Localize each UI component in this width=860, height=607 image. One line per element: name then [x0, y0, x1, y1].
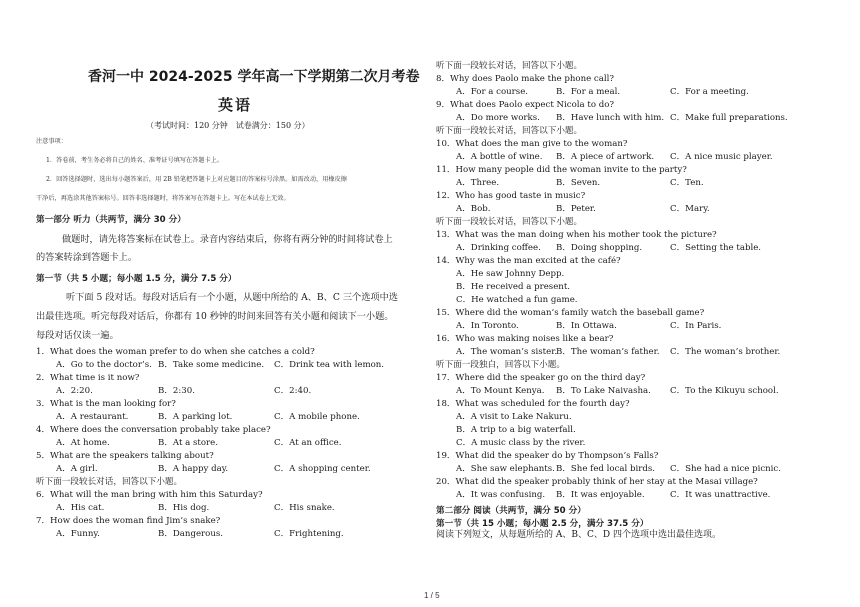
option-b: B．Seven. — [556, 178, 601, 188]
option-a: A．The woman’s sister. — [456, 347, 558, 357]
question-stem: 19．What did the speaker do by Thompson’s Falls? — [436, 451, 659, 461]
question-stem: 2．What time is it now? — [36, 373, 140, 383]
option-b: B．Have lunch with him. — [556, 113, 665, 123]
option-b: B．A trip to a big waterfall. — [456, 425, 576, 435]
part1-intro-1: 做题时，请先将答案标在试卷上。录音内容结束后，你将有两分钟的时间将试卷上 — [62, 234, 393, 245]
option-c: C．His snake. — [274, 503, 335, 513]
section1-heading: 第一节（共 5 小题；每小题 1.5 分，满分 7.5 分） — [36, 274, 237, 284]
option-a: A．Do more works. — [456, 113, 540, 123]
option-b: B．It was enjoyable. — [556, 490, 645, 500]
option-c: C．Frightening. — [274, 529, 344, 539]
option-b: B．For a meal. — [556, 87, 621, 97]
option-a: A．A visit to Lake Nakuru. — [456, 412, 572, 422]
option-a: A．A restaurant. — [56, 412, 129, 422]
option-a: A．Go to the doctor’s. — [56, 360, 152, 370]
option-a: A．Funny. — [56, 529, 100, 539]
option-b: B．Take some medicine. — [158, 360, 265, 370]
option-c: C．She had a nice picnic. — [670, 464, 781, 474]
option-b: B．Dangerous. — [158, 529, 224, 539]
option-c: C．2:40. — [274, 386, 312, 396]
question-stem: 1．What does the woman prefer to do when she catches a cold? — [36, 347, 315, 357]
option-b: B．His dog. — [158, 503, 210, 513]
option-a: A．It was confusing. — [456, 490, 546, 500]
option-b: B．A happy day. — [158, 464, 229, 474]
option-b: B．In Ottawa. — [556, 321, 617, 331]
section1-intro-2: 出最佳选项。听完每段对话后，你都有 10 秒钟的时间来回答有关小题和阅读下一小题。 — [36, 311, 394, 322]
option-c: C．Make full preparations. — [670, 113, 788, 123]
option-c: C．In Paris. — [670, 321, 722, 331]
option-c: C．Setting the table. — [670, 243, 762, 253]
exam-info: （考试时间：120 分钟 试卷满分：150 分） — [146, 121, 310, 130]
question-stem: 5．What are the speakers talking about? — [36, 451, 214, 461]
part2-intro: 阅读下列短文，从每题所给的 A、B、C、D 四个选项中选出最佳选项。 — [436, 530, 721, 540]
option-a: A．A girl. — [56, 464, 98, 474]
question-stem: 11．How many people did the woman invite to the party? — [436, 165, 687, 175]
question-stem: 3．What is the man looking for? — [36, 399, 176, 409]
option-b: B．He received a present. — [456, 282, 571, 292]
option-b: B．Doing shopping. — [556, 243, 643, 253]
option-a: A．Drinking coffee. — [456, 243, 541, 253]
question-stem: 20．What did the speaker probably think of her stay at the Masai village? — [436, 477, 758, 487]
option-b: B．A piece of artwork. — [556, 152, 655, 162]
question-stem: 17．Where did the speaker go on the third day? — [436, 373, 646, 383]
subject-title: 英语 — [218, 96, 253, 114]
question-stem: 13．What was the man doing when his mother took the picture? — [436, 230, 717, 240]
option-a: A．For a course. — [456, 87, 529, 97]
option-c: C．For a meeting. — [670, 87, 749, 97]
option-a: A．He saw Johnny Depp. — [456, 269, 565, 279]
question-stem: 7．How does the woman find Jim’s snake? — [36, 516, 221, 526]
part2-heading: 第二部分 阅读（共两节，满分 50 分） — [436, 506, 586, 516]
option-c: C．The woman’s brother. — [670, 347, 781, 357]
long-dialogue-instruction: 听下面一段较长对话，回答以下小题。 — [36, 477, 183, 487]
option-c: C．He watched a fun game. — [456, 295, 578, 305]
long-dialogue-instruction: 听下面一段较长对话，回答以下小题。 — [436, 126, 583, 136]
long-dialogue-instruction: 听下面一段较长对话，回答以下小题。 — [436, 217, 583, 227]
question-stem: 9．What does Paolo expect Nicola to do? — [436, 100, 615, 110]
question-stem: 16．Who was making noises like a bear? — [436, 334, 614, 344]
option-b: B．The woman’s father. — [556, 347, 660, 357]
exam-title: 香河一中 2024-2025 学年高一下学期第二次月考卷 — [88, 69, 420, 85]
option-c: C．To the Kikuyu school. — [670, 386, 779, 396]
question-stem: 10．What does the man give to the woman? — [436, 139, 628, 149]
part1-heading: 第一部分 听力（共两节，满分 30 分） — [36, 215, 186, 225]
section1-intro-3: 每段对话仅读一遍。 — [36, 330, 119, 341]
question-stem: 8．Why does Paolo make the phone call? — [436, 74, 614, 84]
option-c: C．At an office. — [274, 438, 342, 448]
option-a: A．Bob. — [456, 204, 491, 214]
option-b: B．2:30. — [158, 386, 195, 396]
option-b: B．At a store. — [158, 438, 218, 448]
note-2a: 2．回答选择题时，选出每小题答案后，用 2B 铅笔把答题卡上对应题目的答案标号涂黑。如需改动，用橡皮擦 — [46, 176, 347, 183]
option-b: B．A parking lot. — [158, 412, 233, 422]
part1-intro-2: 的答案转涂到答题卡上。 — [36, 252, 138, 263]
option-a: A．Three. — [456, 178, 500, 188]
option-a: A．At home. — [56, 438, 110, 448]
question-stem: 6．What will the man bring with him this Saturday? — [36, 490, 263, 500]
question-stem: 14．Why was the man excited at the café? — [436, 256, 621, 266]
question-stem: 18．What was scheduled for the fourth day? — [436, 399, 630, 409]
option-a: A．2:20. — [56, 386, 93, 396]
option-b: B．To Lake Naivasha. — [556, 386, 651, 396]
option-a: A．A bottle of wine. — [456, 152, 543, 162]
option-c: C．Mary. — [670, 204, 710, 214]
option-b: B．She fed local birds. — [556, 464, 655, 474]
question-stem: 15．Where did the woman’s family watch the baseball game? — [436, 308, 705, 318]
question-stem: 4．Where does the conversation probably take place? — [36, 425, 271, 435]
option-c: C．Drink tea with lemon. — [274, 360, 385, 370]
long-dialogue-instruction: 听下面一段较长对话，回答以下小题。 — [436, 61, 583, 71]
option-a: A．She saw elephants. — [456, 464, 555, 474]
note-1: 1．答卷前，考生务必将自己的姓名、准考证号填写在答题卡上。 — [46, 157, 224, 164]
option-c: C．A music class by the river. — [456, 438, 586, 448]
page-number: 1 / 5 — [424, 591, 440, 600]
option-c: C．A nice music player. — [670, 152, 773, 162]
monologue-instruction: 听下面一段独白，回答以下小题。 — [436, 360, 565, 370]
question-stem: 12．Who has good taste in music? — [436, 191, 586, 201]
option-a: A．In Toronto. — [456, 321, 519, 331]
option-c: C．A shopping center. — [274, 464, 371, 474]
note-2b: 干净后，再选涂其他答案标号。回答非选择题时，将答案写在答题卡上。写在本试卷上无效。 — [36, 195, 290, 202]
option-a: A．To Mount Kenya. — [456, 386, 545, 396]
option-b: B．Peter. — [556, 204, 596, 214]
option-c: C．Ten. — [670, 178, 704, 188]
option-c: C．It was unattractive. — [670, 490, 771, 500]
section1-intro-1: 听下面 5 段对话。每段对话后有一个小题，从题中所给的 A、B、C 三个选项中选 — [66, 292, 398, 303]
part2-section1-heading: 第一节（共 15 小题；每小题 2.5 分，满分 37.5 分） — [436, 519, 649, 529]
notes-label: 注意事项： — [36, 138, 67, 145]
option-c: C．A mobile phone. — [274, 412, 360, 422]
option-a: A．His cat. — [56, 503, 105, 513]
